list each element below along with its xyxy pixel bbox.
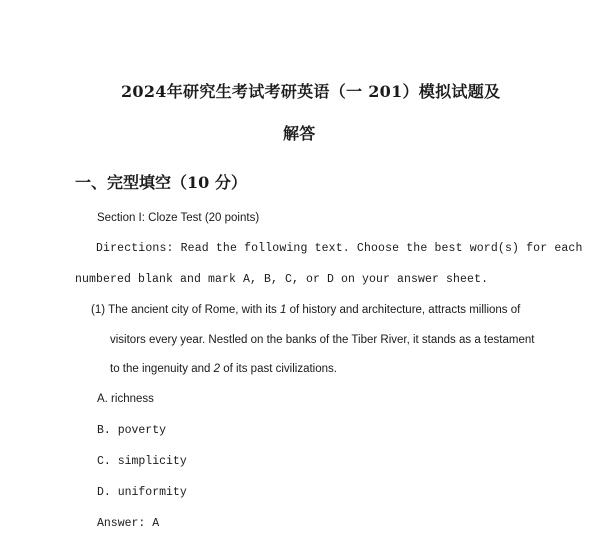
question-text-part: to the ingenuity and — [110, 363, 214, 375]
question-text-part: The ancient city of Rome, with its — [108, 304, 280, 316]
directions-line-2: numbered blank and mark A, B, C, or D on your answer sheet. — [75, 273, 489, 286]
question-line-1 — [91, 304, 520, 316]
question-text-part: of its past civilizations. — [220, 363, 337, 375]
question-number: (1) — [91, 304, 106, 316]
option-c: C. simplicity — [97, 455, 187, 468]
option-d: D. uniformity — [97, 486, 187, 499]
question-line-3 — [110, 363, 337, 375]
blank-number: 2 — [213, 363, 220, 375]
question-line-2: visitors every year. Nestled on the banks of the Tiber River, it stands as a testament — [110, 334, 535, 346]
question-text-part: of history and architecture, attracts millions of — [286, 304, 521, 316]
option-b: B. poverty — [97, 424, 167, 437]
blank-number: 1 — [280, 304, 287, 316]
section-label: Section I: Cloze Test (20 points) — [97, 212, 260, 224]
answer-line: Answer: A — [97, 517, 160, 530]
section-heading: 一、完型填空（10 分） — [75, 173, 247, 192]
document-title-line-2: 解答 — [283, 124, 316, 143]
document-title-line-1: 2024年研究生考试考研英语（一 201）模拟试题及 — [121, 82, 501, 101]
directions-line-1: Directions: Read the following text. Choose the best word(s) for each — [96, 242, 583, 255]
option-a: A. richness — [97, 393, 154, 405]
